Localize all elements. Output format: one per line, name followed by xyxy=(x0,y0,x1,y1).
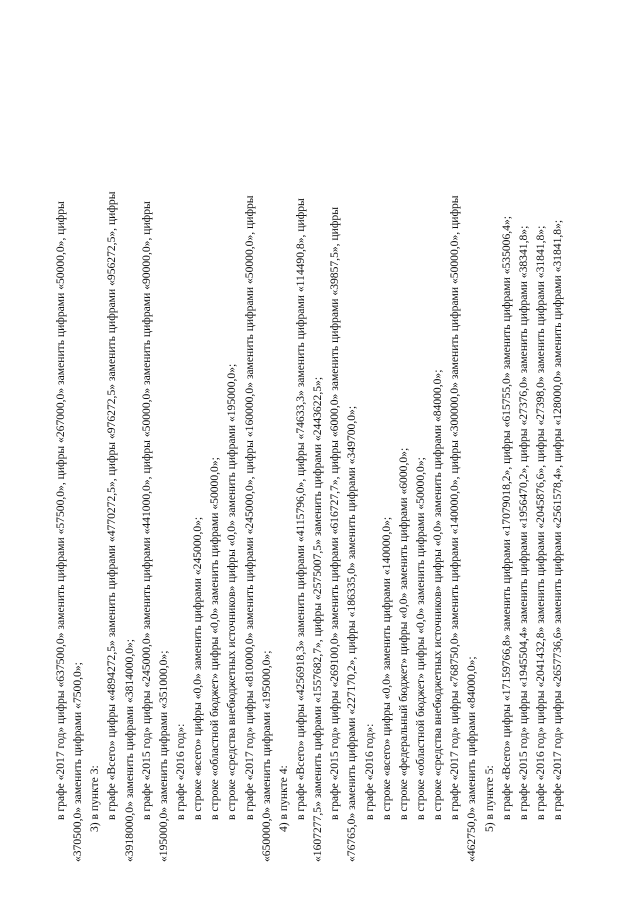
text-line: «76765,0» заменить цифрами «227170,2», цифры «186335,0» заменить цифрами «349700,0»; xyxy=(345,405,359,862)
text-line: 4) в пункте 4: xyxy=(276,765,290,832)
text-line: в строке «средства внебюджетных источников» цифры «0,0» заменить цифрами «84000,0»; xyxy=(431,369,445,820)
text-line: в графе «2016 год»: xyxy=(362,723,376,820)
text-line: в графе «Всего» цифры «17159766,8» заменить цифрами «17079018,2», цифры «615755,0» заменить цифрами «535006,4»; xyxy=(499,216,513,820)
text-line: в графе «2015 год» цифры «245000,0» заменить цифрами «441000,0», цифры «50000,0» заменить цифрами «90000,0», цифры xyxy=(139,201,153,820)
text-line: 5) в пункте 5: xyxy=(482,765,496,832)
text-line: в строке «всего» цифры «0,0» заменить цифрами «140000,0»; xyxy=(379,516,393,820)
text-line: в строке «областной бюджет» цифры «0,0» заменить цифрами «50000,0»; xyxy=(413,457,427,820)
text-line: в строке «федеральный бюджет» цифры «0,0» заменить цифрами «6000,0»; xyxy=(396,447,410,820)
text-line: в графе «2015 год» цифры «269100,0» заменить цифрами «616727,7», цифры «6000,0» заменить цифрами «39857,5», цифры xyxy=(328,207,342,820)
text-line: в графе «2015 год» цифры «1945504,4» заменить цифрами «1956470,2», цифры «27376,0» заменить цифрами «38341,8»; xyxy=(516,225,530,820)
text-line: в строке «средства внебюджетных источников» цифры «0,0» заменить цифрами «195000,0»; xyxy=(225,363,239,820)
text-line: в графе «Всего» цифры «4256918,3» заменить цифрами «4115796,0», цифры «74633,3» заменить цифрами «114490,8», цифры xyxy=(293,198,307,820)
text-line: «195000,0» заменить цифрами «351000,0»; xyxy=(156,650,170,862)
text-line: «370500,0» заменить цифрами «7500,0»; xyxy=(71,662,85,862)
text-line: в графе «2016 год» цифры «2041432,8» заменить цифрами «2045876,6», цифры «27398,0» заменить цифрами «31841,8»; xyxy=(533,225,547,820)
text-line: в графе «Всего» цифры «4894272,5» заменить цифрами «4770272,5», цифры «976272,5» заменить цифрами «956272,5», цифры xyxy=(105,191,119,820)
rotated-text-block xyxy=(52,30,566,862)
text-line: в строке «всего» цифры «0,0» заменить цифрами «245000,0»; xyxy=(191,516,205,820)
text-line: в графе «2016 год»: xyxy=(173,723,187,820)
text-line: в графе «2017 год» цифры «768750,0» заменить цифрами «140000,0», цифры «300000,0» заменить цифрами «50000,0», цифры xyxy=(448,195,462,820)
text-line: 3) в пункте 3: xyxy=(88,765,102,832)
text-line: «462750,0» заменить цифрами «84000,0»; xyxy=(465,656,479,862)
text-line: «3918000,0» заменить цифрами «3814000,0»; xyxy=(122,638,136,862)
text-line: в графе «2017 год» цифры «2657736,6» заменить цифрами «2561578,4», цифры «128000,0» заменить цифрами «31841,8»; xyxy=(551,219,565,820)
text-line: в строке «областной бюджет» цифры «0,0» заменить цифрами «50000,0»; xyxy=(208,457,222,820)
text-line: в графе «2017 год» цифры «637500,0» заменить цифрами «57500,0», цифры «267000,0» заменить цифрами «50000,0», цифры xyxy=(54,201,67,820)
text-line: в графе «2017 год» цифры «810000,0» заменить цифрами «245000,0», цифры «160000,0» заменить цифрами «50000,0», цифры xyxy=(242,195,256,820)
text-line: «650000,0» заменить цифрами «195000,0»; xyxy=(259,650,273,862)
text-line: «1607277,5» заменить цифрами «1557682,7», цифры «2575007,5» заменить цифрами «2443622,5»; xyxy=(311,376,325,862)
